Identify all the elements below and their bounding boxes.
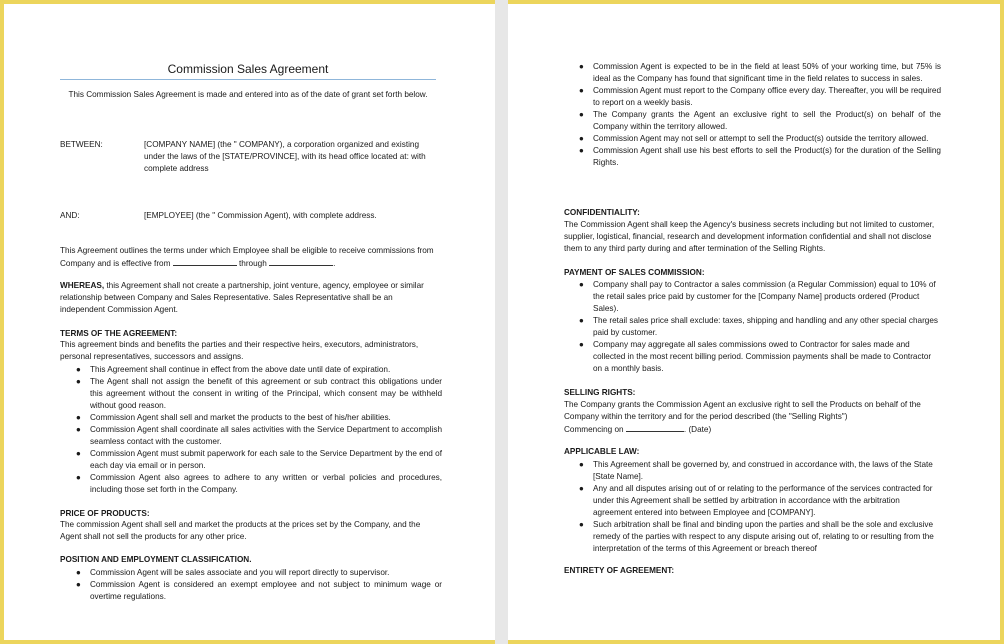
bullet-icon: ● (76, 377, 81, 386)
intro-paragraph: This Commission Sales Agreement is made and entered into as of the date of grant set forth below. (68, 90, 428, 99)
price-heading: PRICE OF PRODUCTS: (60, 509, 150, 518)
terms-heading: TERMS OF THE AGREEMENT: (60, 329, 178, 338)
document-page-right (508, 4, 1000, 640)
and-text: [EMPLOYEE] (the " Commission Agent), with complete address. (144, 211, 377, 220)
confidentiality-heading: CONFIDENTIALITY: (564, 208, 640, 217)
bullet-icon: ● (579, 146, 584, 155)
bullet-icon: ● (76, 413, 81, 422)
outline-paragraph (60, 245, 438, 270)
list-item: ● Commission Agent is expected to be in the field at least 50% of your working time, but 75% is ideal as the Company has found that significant time in the field relates to success in sales. (579, 62, 941, 83)
position-list (76, 567, 442, 603)
bullet-icon: ● (579, 520, 584, 529)
selling-rights-heading: SELLING RIGHTS: (564, 388, 636, 397)
commencing-label: Commencing on (564, 425, 624, 434)
bullet-icon: ● (76, 365, 81, 374)
list-item: ● The retail sales price shall exclude: taxes, shipping and handling and any other special charges paid by customer. (579, 316, 938, 337)
bullet-icon: ● (76, 425, 81, 434)
duties-list (579, 61, 941, 169)
list-item: ● Commission Agent must submit paperwork for each sale to the Service Department by the end of each day via email or in person. (76, 449, 442, 470)
list-item: ● This Agreement shall be governed by, and construed in accordance with, the laws of the State [State Name]. (579, 460, 933, 481)
list-item: ● Commission Agent shall sell and market the products to the best of his/her abilities. (76, 413, 391, 422)
commencing-date-blank[interactable] (626, 423, 684, 432)
date-blank-start[interactable] (173, 257, 237, 266)
list-item: ● Commission Agent also agrees to adhere to any written or verbal policies and procedures, including those set forth in the Company. (76, 473, 442, 494)
payment-heading: PAYMENT OF SALES COMMISSION: (564, 268, 705, 277)
price-paragraph: The commission Agent shall sell and market the products at the prices set by the Company, and the Agent shall not sell the products for any other price. (60, 520, 421, 541)
list-item: ● Commission Agent is considered an exempt employee and not subject to minimum wage or overtime regulations. (76, 580, 442, 601)
bullet-icon: ● (579, 134, 584, 143)
bullet-icon: ● (579, 86, 584, 95)
whereas-bold: WHEREAS, (60, 281, 105, 290)
payment-list (579, 279, 941, 375)
list-item: ● Commission Agent will be sales associate and you will report directly to supervisor. (76, 568, 390, 577)
bullet-icon: ● (579, 484, 584, 493)
bullet-icon: ● (579, 460, 584, 469)
bullet-icon: ● (579, 280, 584, 289)
list-item: ● The Agent shall not assign the benefit of this agreement or sub contract this obligations under this agreement without the consent in writing of the Principal, which consent may be withheld without good reason. (76, 377, 442, 410)
commencing-date-suffix: . (Date) (683, 425, 712, 434)
list-item: ● The Company grants the Agent an exclusive right to sell the Product(s) on behalf of the Company within the territory allowed. (579, 110, 941, 131)
bullet-icon: ● (76, 580, 81, 589)
date-blank-end[interactable] (269, 257, 336, 268)
list-item: ● Commission Agent shall coordinate all sales activities with the Service Department to accomplish seamless contact with the customer. (76, 425, 442, 446)
list-item: ● Any and all disputes arising out of or relating to the performance of the services contracted for under this Agreement shall be settled by arbitration in accordance with the arbitration agreement entered into between Employee and [COMPANY]. (579, 484, 933, 517)
whereas-text: this Agreement shall not create a partnership, joint venture, agency, employee or similar relationship between Company and Sales Representative. Sales Representative shall be an independent Commission Agent. (60, 281, 424, 314)
list-item: ● Commission Agent may not sell or attempt to sell the Product(s) outside the territory allowed. (579, 134, 929, 143)
between-text: [COMPANY NAME] (the " COMPANY), a corporation organized and existing under the laws of the [STATE/PROVINCE], with its head office located at: with complete address (144, 140, 426, 173)
and-label: AND: (60, 211, 80, 220)
bullet-icon: ● (76, 473, 81, 482)
selling-rights-paragraph (564, 399, 942, 436)
bullet-icon: ● (76, 568, 81, 577)
document-page-left (4, 4, 495, 640)
bullet-icon: ● (579, 316, 584, 325)
applicable-law-heading: APPLICABLE LAW: (564, 447, 640, 456)
applicable-law-list (579, 459, 941, 555)
list-item: ● Commission Agent must report to the Company office every day. Thereafter, you will be required to report on a weekly basis. (579, 86, 941, 107)
bullet-icon: ● (579, 110, 584, 119)
between-label: BETWEEN: (60, 140, 103, 149)
whereas-paragraph (60, 280, 438, 316)
confidentiality-paragraph: The Commission Agent shall keep the Agency's business secrets including but not limited to customer, supplier, logistical, financial, research and development information confidential and shall not disclose them to any third party during and after termination of the Selling Rights. (564, 220, 935, 253)
terms-intro: This agreement binds and benefits the parties and their respective heirs, executors, administrators, personal representatives, successors and assigns. (60, 340, 419, 361)
page-gap (495, 0, 508, 644)
list-item: ● Commission Agent shall use his best efforts to sell the Product(s) for the duration of the Selling Rights. (579, 146, 941, 167)
outline-text-c: . (333, 259, 336, 268)
list-item: ● Such arbitration shall be final and binding upon the parties and shall be the sole and exclusive remedy of the parties with respect to any dispute arising out of, relating to or resulting from the interpretation of the terms of this Agreement or breach thereof (579, 520, 934, 553)
list-item: ● This Agreement shall continue in effect from the above date until date of expiration. (76, 365, 391, 374)
list-item: ● Company shall pay to Contractor a sales commission (a Regular Commission) equal to 10% of the retail sales price paid by customer for the [Company Name] products ordered (Product Sales). (579, 280, 936, 313)
document-title: Commission Sales Agreement (60, 62, 436, 80)
outline-text-b: through (239, 259, 267, 268)
bullet-icon: ● (76, 449, 81, 458)
entirety-heading: ENTIRETY OF AGREEMENT: (564, 566, 675, 575)
bullet-icon: ● (579, 62, 584, 71)
terms-list (76, 364, 442, 496)
bullet-icon: ● (579, 340, 584, 349)
position-heading: POSITION AND EMPLOYMENT CLASSIFICATION. (60, 555, 252, 564)
selling-rights-text: The Company grants the Commission Agent an exclusive right to sell the Products on behalf of the Company within the territory and for the period described (the "Selling Rights") (564, 400, 921, 421)
list-item: ● Company may aggregate all sales commissions owed to Contractor for sales made and collected in the most recent billing period. Commission payments shall be made to Contractor on a monthly basis. (579, 340, 932, 373)
outline-text-a: This Agreement outlines the terms under which Employee shall be eligible to receive commissions from Company and is effective from (60, 246, 434, 268)
